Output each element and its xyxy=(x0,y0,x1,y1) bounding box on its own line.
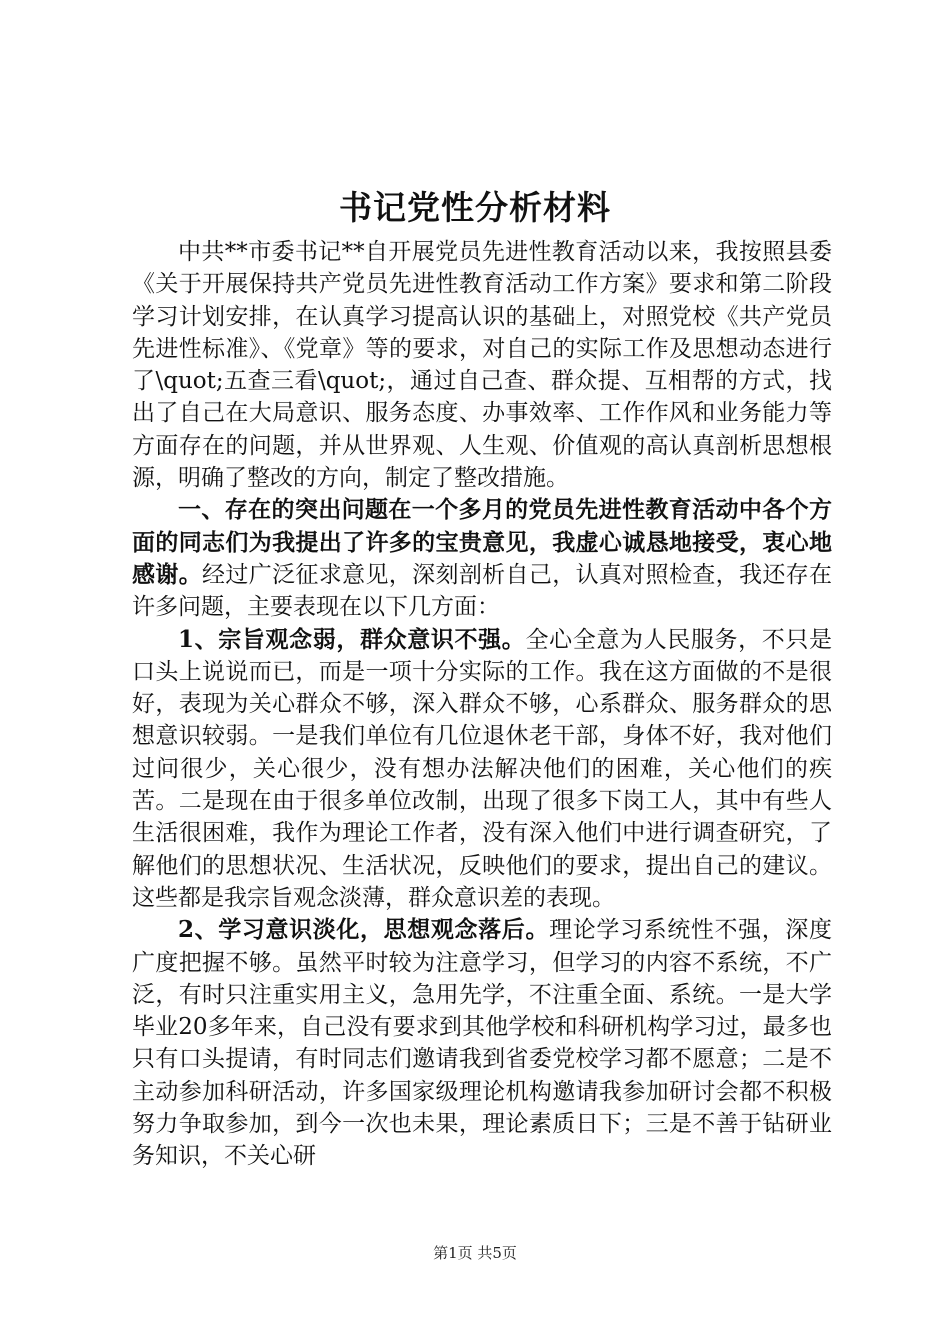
page-footer: 第1页 共5页 xyxy=(433,1244,517,1262)
paragraph-section-1-text: 经过广泛征求意见，深刻剖析自己，认真对照检查，我还存在许多问题，主要表现在以下几方面： xyxy=(132,561,833,621)
document-body xyxy=(132,236,832,1173)
document-title: 书记党性分析材料 xyxy=(339,188,611,227)
paragraph-intro-text: 中共**市委书记**自开展党员先进性教育活动以来，我按照县委《关于开展保持共产党员先进性教育活动工作方案》要求和第二阶段学习计划安排，在认真学习提高认识的基础上，对照党校《共产党员先进性标准》、《党章》等的要求，对自己的实际工作及思想动态进行了\quot;五查三看\quot;，通过自己查、群众提、互相帮的方式，找出了自己在大局意识、服务态度、办事效率、工作作风和业务能力等方面存在的问题，并从世界观、人生观、价值观的高认真剖析思想根源，明确了整改的方向，制定了整改措施。 xyxy=(132,239,832,492)
paragraph-item-2-text: 理论学习系统性不强，深度广度把握不够。虽然平时较为注意学习，但学习的内容不系统，不广泛，有时只注重实用主义，急用先学，不注重全面、系统。一是大学毕业20多年来，自己没有要求到其他学校和科研机构学习过，最多也只有口头提请，有时同志们邀请我到省委党校学习都不愿意；二是不主动参加科研活动，许多国家级理论机构邀请我参加研讨会都不积极努力争取参加，到今一次也未果，理论素质日下；三是不善于钻研业务知识，不关心研 xyxy=(132,917,832,1170)
paragraph-section-1-heading: 一、存在的突出问题在一个多月的党员先进性教育活动中各个方面的同志们为我提出了许多的宝贵意见，我虚心诚恳地接受，衷心地感谢。 xyxy=(132,496,832,588)
paragraph-section-1 xyxy=(132,494,832,623)
paragraph-item-1 xyxy=(132,624,832,915)
paragraph-item-1-text: 全心全意为人民服务，不只是口头上说说而已，而是一项十分实际的工作。我在这方面做的不是很好，表现为关心群众不够，深入群众不够，心系群众、服务群众的思想意识较弱。一是我们单位有几位退休老干部，身体不好，我对他们过问很少，关心很少，没有想办法解决他们的困难，关心他们的疾苦。二是现在由于很多单位改制，出现了很多下岗工人，其中有些人生活很困难，我作为理论工作者，没有深入他们中进行调查研究，了解他们的思想状况、生活状况，反映他们的要求，提出自己的建议。这些都是我宗旨观念淡薄，群众意识差的表现。 xyxy=(132,626,833,911)
paragraph-intro xyxy=(132,236,832,494)
paragraph-item-1-heading: 1、宗旨观念弱，群众意识不强。 xyxy=(178,625,526,653)
paragraph-item-2 xyxy=(132,914,832,1172)
paragraph-item-2-heading: 2、学习意识淡化，思想观念落后。 xyxy=(178,916,550,944)
